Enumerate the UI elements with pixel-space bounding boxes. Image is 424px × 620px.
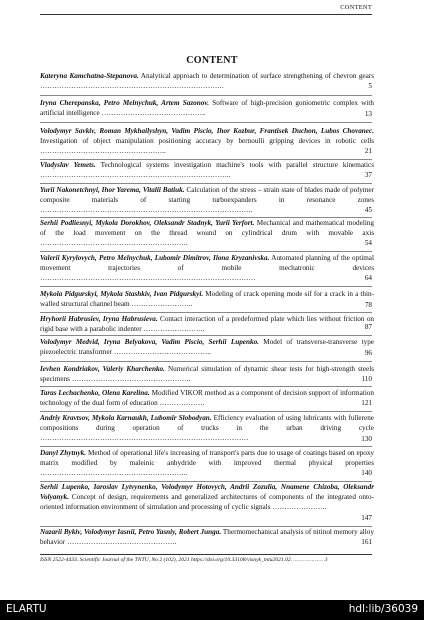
entry-title: Method of operational life's increasing of transport's parts due to usage of coatings based on epoxy matrix modified by maleinic anhydride with improved thermal physical properties ……………………………………………………..	[40, 449, 375, 478]
entry-title: Calculation of the stress – strain state of blades made of polymer composite materials of starting turboexpanders in resonance zones ……………………………………………………………………………..	[40, 186, 375, 215]
entry-divider	[40, 251, 372, 252]
entry-divider	[40, 312, 372, 313]
toc-entry[interactable]	[40, 364, 374, 384]
entry-page-number: 78	[364, 301, 372, 309]
entry-authors: Nazarii Bykiv, Volodymyr Iasnii, Petro Yasniy, Robert Junga.	[40, 528, 222, 536]
entry-divider	[40, 446, 372, 447]
entry-page-number: 121	[361, 399, 372, 407]
entry-title: Efficiency evaluation of using lubricants with fullerene compositions during operation of trucks in the urban driving cycle ……………………………………………………………………………	[40, 414, 374, 443]
entry-page-number: 45	[364, 206, 372, 214]
entry-title: Investigation of object manipulation positioning accuracy by bernoulli gripping devices in robotic cells ……………………………………………..	[40, 137, 374, 156]
entry-authors: Vladyslav Yemets.	[40, 161, 96, 169]
entry-title: Concept of design, requirements and generalized architectures of components of the integrated onto-oriented information environment of simulation and processing of cyclic signals …………………..	[40, 493, 375, 512]
page-title: CONTENT	[186, 55, 238, 66]
entry-divider	[40, 335, 372, 336]
toc-entry[interactable]	[40, 218, 374, 249]
toc-entry[interactable]	[40, 388, 374, 408]
entry-title: Contact interaction of a predeformed plate which lies without friction on rigid base with a parabolic indenter ……………………..	[40, 315, 375, 334]
entry-authors: Kateryna Kamchatna-Stepanova.	[40, 72, 139, 80]
entry-authors: Hryhorii Habrusiev, Iryna Habrusieva.	[40, 315, 158, 323]
toc-entry[interactable]	[40, 413, 374, 444]
entry-page-number: 161	[361, 538, 372, 546]
entry-authors: Serhii Lupenko, Iaroslav Lytvynenko, Volodymyr Hotovych, Andrii Zozulia, Nnamene Chizoba, Oleksandr Volyanyk.	[40, 483, 374, 502]
entry-page-number: 37	[364, 171, 372, 179]
header-rule	[40, 14, 372, 15]
entry-divider	[40, 411, 372, 412]
entry-title: Analytical approach to determination of surface strengthening of chevron gears …………………………………………………………………..	[40, 72, 374, 91]
toc-entry[interactable]	[40, 482, 374, 513]
toc-entry[interactable]	[40, 160, 374, 180]
entry-authors: Iryna Cherepanska, Petro Melnychuk, Artem Sazonov.	[40, 99, 210, 107]
entry-authors: Danyl Zhytnyk.	[40, 449, 87, 457]
entry-divider	[40, 361, 372, 362]
entry-authors: Valerii Kyrylovych, Petro Melnychuk, Lubomir Dimitrov, Ilona Kryzanivska.	[40, 254, 270, 262]
entry-authors: Taras Lechachenko, Olena Karelina.	[40, 389, 150, 397]
entry-title: Mechanical and mathematical modeling of the load movement on the thread wound on cylindrical drum with movable axis ……………………………………………………..	[40, 219, 375, 248]
entry-title: Thermomechanical analysis of nitinol memory alloy behavior ……………………………………….	[40, 528, 374, 547]
entry-page-number: 110	[361, 375, 372, 383]
entry-divider	[40, 386, 372, 387]
entry-title: Model of transverse-transverse type piezoelectric transformer …………………………………..	[40, 338, 374, 357]
repository-name: ELARTU	[6, 603, 47, 615]
entry-title: Automated planning of the optimal movement trajectories of mobile mechatronic devices ………………………………………………………………………………	[40, 254, 374, 283]
entry-page-number: 21	[364, 147, 372, 155]
entry-divider	[40, 183, 372, 184]
toc-entry[interactable]	[40, 98, 374, 118]
toc-entry[interactable]	[40, 71, 374, 91]
entry-page-number: 5	[368, 82, 372, 90]
entry-page-number: 96	[364, 349, 372, 357]
repository-bar	[0, 600, 424, 620]
journal-footer: ISSN 2522-4433. Scientific Journal of the TNTU, No 2 (102), 2021 https://doi.org/10.33108/visnyk_tntu2021.02. ……………… 3	[40, 557, 328, 563]
footer-rule	[40, 554, 372, 555]
entry-page-number: 147	[361, 514, 372, 522]
entry-page-number: 140	[361, 469, 372, 477]
entry-authors: Yurii Nakonetchnyi, Ihor Yarema, Vitalii Batiuk.	[40, 186, 185, 194]
entry-divider	[40, 286, 372, 287]
entry-title: Modified VIKOR method as a component of decision support of information technology of the dual form of education ……………….	[40, 389, 374, 408]
running-head: CONTENT	[340, 4, 372, 11]
entry-page-number: 13	[364, 110, 372, 118]
entry-authors: Serhii Podliesnyi, Mykola Dorokhov, Oleksandr Stadnyk, Yurii Yerfort.	[40, 219, 255, 227]
entry-authors: Volodymyr Medvid, Iryna Belyakova, Vadim Piscio, Serhii Lupenko.	[40, 338, 259, 346]
entry-page-number: 64	[364, 274, 372, 282]
entry-title: Software of high-precision goniometric complex with artificial intelligence ……………………………………..	[40, 99, 375, 118]
entry-title: Numerical simulation of dynamic shear tests for high-strength steels specimens …………………………………………..	[40, 365, 374, 384]
entry-page-number: 87	[364, 323, 372, 331]
entry-authors: Volodymyr Savkiv, Roman Mykhailyshyn, Vadim Piscio, Ihor Kozbur, Frantisek Duchon, Lubos Chovanec.	[40, 127, 374, 135]
entry-authors: Mykola Pidgurskyi, Mykola Stashkiv, Ivan Pidgurskyi.	[40, 290, 204, 298]
toc-entry[interactable]	[40, 126, 374, 157]
entry-page-number: 54	[364, 239, 372, 247]
entry-divider	[40, 95, 372, 96]
toc-entry[interactable]	[40, 527, 374, 547]
entry-title: Modeling of crack opening mode sif for a crack in a thin-walled structural channel beam ……………………..	[40, 290, 375, 309]
toc-entry[interactable]	[40, 185, 374, 216]
handle-link[interactable]: hdl:lib/36039	[348, 603, 418, 615]
entry-authors: Andriy Kravtsov, Mykola Karnaukh, Lubomir Slobodyan.	[40, 414, 212, 422]
toc-entry[interactable]	[40, 448, 374, 479]
toc-entry[interactable]	[40, 337, 374, 357]
entry-divider	[40, 122, 372, 123]
entry-title: Technological systems investigation machine's tools with parallel structure kinematics ……………………………………………………………………..	[40, 161, 375, 180]
entry-page-number: 130	[361, 435, 372, 443]
entry-authors: Ievhen Kondriakov, Valeriy Kharchenko.	[40, 365, 165, 373]
toc-entry[interactable]	[40, 314, 374, 334]
toc-entry[interactable]	[40, 289, 374, 309]
toc-entry[interactable]	[40, 253, 374, 284]
